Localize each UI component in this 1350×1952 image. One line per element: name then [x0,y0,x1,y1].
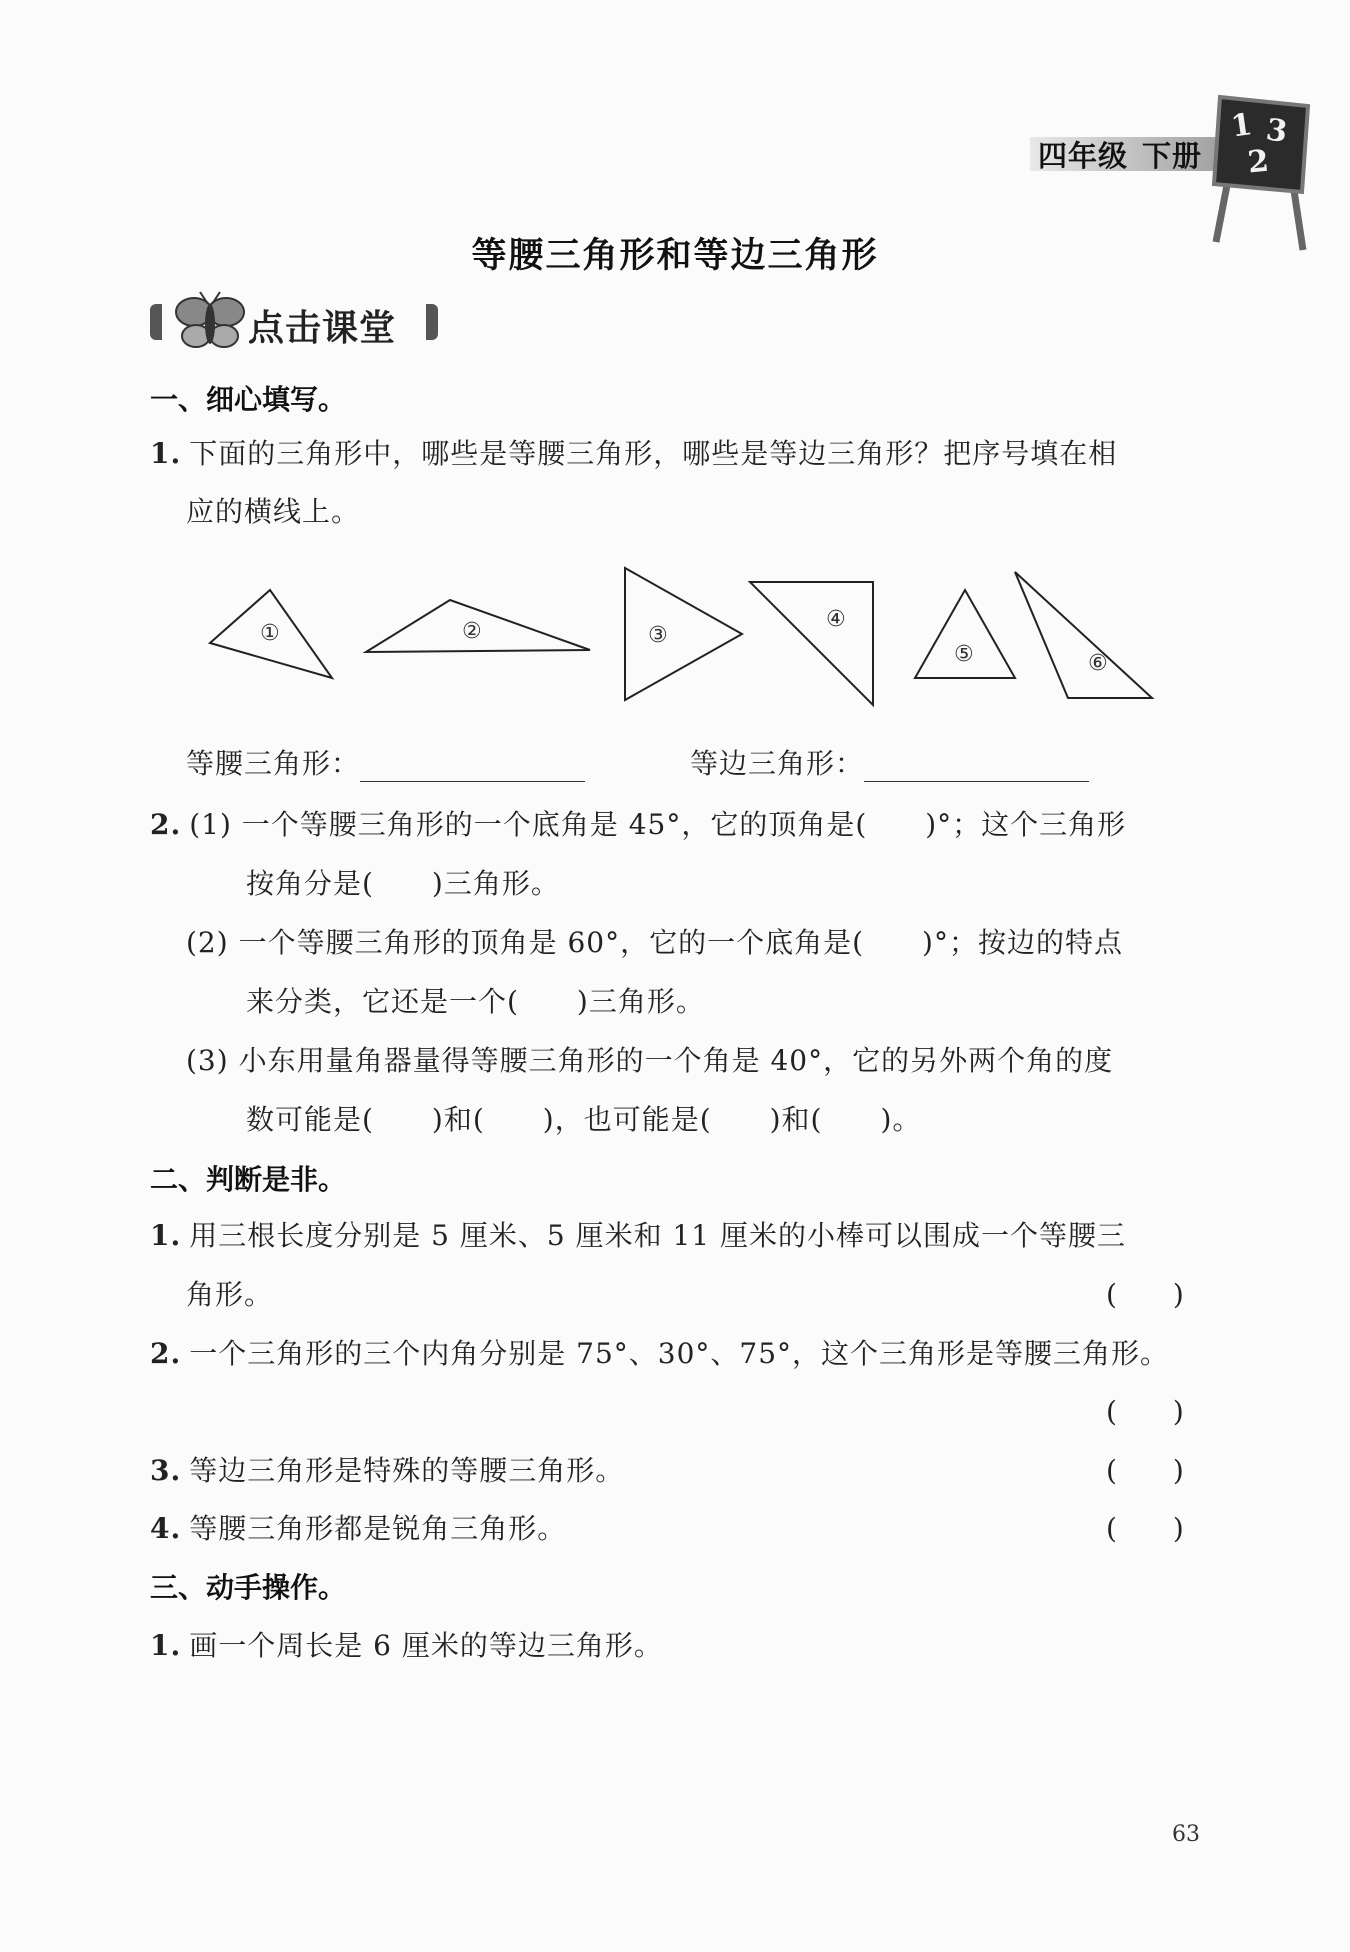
p3-q1-line [150,1624,663,1664]
triangle-6-label: ⑥ [1088,651,1108,676]
p2-item2-number: 2. [150,1337,182,1370]
equilateral-answer-blank[interactable] [864,751,1089,782]
grade-text: 四年级 [1038,139,1129,173]
p1-q1-line2: 应的横线上。 [186,495,361,528]
p3-q1-text: 画一个周长是 6 厘米的等边三角形。 [189,1629,663,1662]
equilateral-answer-row [690,742,1089,782]
p1-q2-sub3-line1: (3) 小东用量角器量得等腰三角形的一个角是 40°，它的另外两个角的度 [186,1044,1114,1077]
p2-item1-text: 用三根长度分别是 5 厘米、5 厘米和 11 厘米的小棒可以围成一个等腰三 [189,1219,1126,1252]
p1-q2-sub2-line2: 来分类，它还是一个( )三角形。 [246,985,705,1018]
p3-q1-number: 1. [150,1629,182,1662]
isosceles-answer-row [186,742,585,782]
lesson-title: 等腰三角形和等边三角形 [471,236,879,276]
isosceles-answer-blank[interactable] [360,751,585,782]
p2-item4-line1 [150,1507,566,1547]
triangle-2-label: ② [462,619,482,644]
p1-q2-sub3-line2: 数可能是( )和( )，也可能是( )和( )。 [246,1103,922,1136]
p2-item3-text: 等边三角形是特殊的等腰三角形。 [189,1454,625,1487]
grade-label [1038,134,1216,175]
p1-q2-sub1-text: (1) 一个等腰三角形的一个底角是 45°，它的顶角是( )°；这个三角形 [189,808,1127,841]
p2-item3-line1 [150,1449,624,1489]
p2-item2-line1 [150,1332,1169,1372]
section-banner-text: 点击课堂 [248,308,397,349]
p1-q2-sub1-line2: 按角分是( )三角形。 [246,867,560,900]
p1-q2-sub2-line1: (2) 一个等腰三角形的顶角是 60°，它的一个底角是( )°；按边的特点 [186,926,1123,959]
triangle-1-label: ① [260,621,280,646]
p1-q1-text-line1: 下面的三角形中，哪些是等腰三角形，哪些是等边三角形？把序号填在相 [189,437,1118,470]
triangle-4 [750,582,873,705]
volume-text: 下册 [1142,139,1203,173]
p2-item3-number: 3. [150,1454,182,1487]
p2-item1-number: 1. [150,1219,182,1252]
triangles-figure [200,560,1180,720]
part2-heading: 二、判断是非。 [150,1163,347,1196]
banner-left-bracket [150,304,162,340]
board-digit-2: 2 [1246,143,1271,181]
p2-item3-answer[interactable]: ( ) [1106,1454,1184,1487]
equilateral-label: 等边三角形： [690,747,865,780]
butterfly-icon [170,290,250,354]
triangle-6 [1015,572,1152,698]
page-number: 63 [1172,1822,1200,1847]
banner-right-bracket [426,304,438,340]
p2-item1-line2: 角形。 [186,1278,274,1311]
p2-item4-number: 4. [150,1512,182,1545]
p2-item4-answer[interactable]: ( ) [1106,1512,1184,1545]
isosceles-label: 等腰三角形： [186,747,361,780]
triangle-3 [625,568,742,700]
p2-item2-text: 一个三角形的三个内角分别是 75°、30°、75°，这个三角形是等腰三角形。 [189,1337,1170,1370]
p1-q2-number: 2. [150,808,182,841]
p2-item1-line1 [150,1214,1126,1254]
triangle-5-label: ⑤ [954,642,974,667]
triangle-3-label: ③ [648,623,668,648]
triangle-4-label: ④ [826,607,846,632]
part3-heading: 三、动手操作。 [150,1571,347,1604]
p2-item2-answer[interactable]: ( ) [1106,1395,1184,1428]
p2-item1-answer[interactable]: ( ) [1106,1278,1184,1311]
part1-heading: 一、细心填写。 [150,383,347,416]
p1-q1-number: 1. [150,437,182,470]
board-digit-1: 1 [1228,107,1255,145]
p1-q1-line1 [150,432,1117,472]
p2-item4-text: 等腰三角形都是锐角三角形。 [189,1512,567,1545]
board-digit-3: 3 [1263,112,1290,150]
p1-q2-sub1-line1 [150,803,1126,843]
